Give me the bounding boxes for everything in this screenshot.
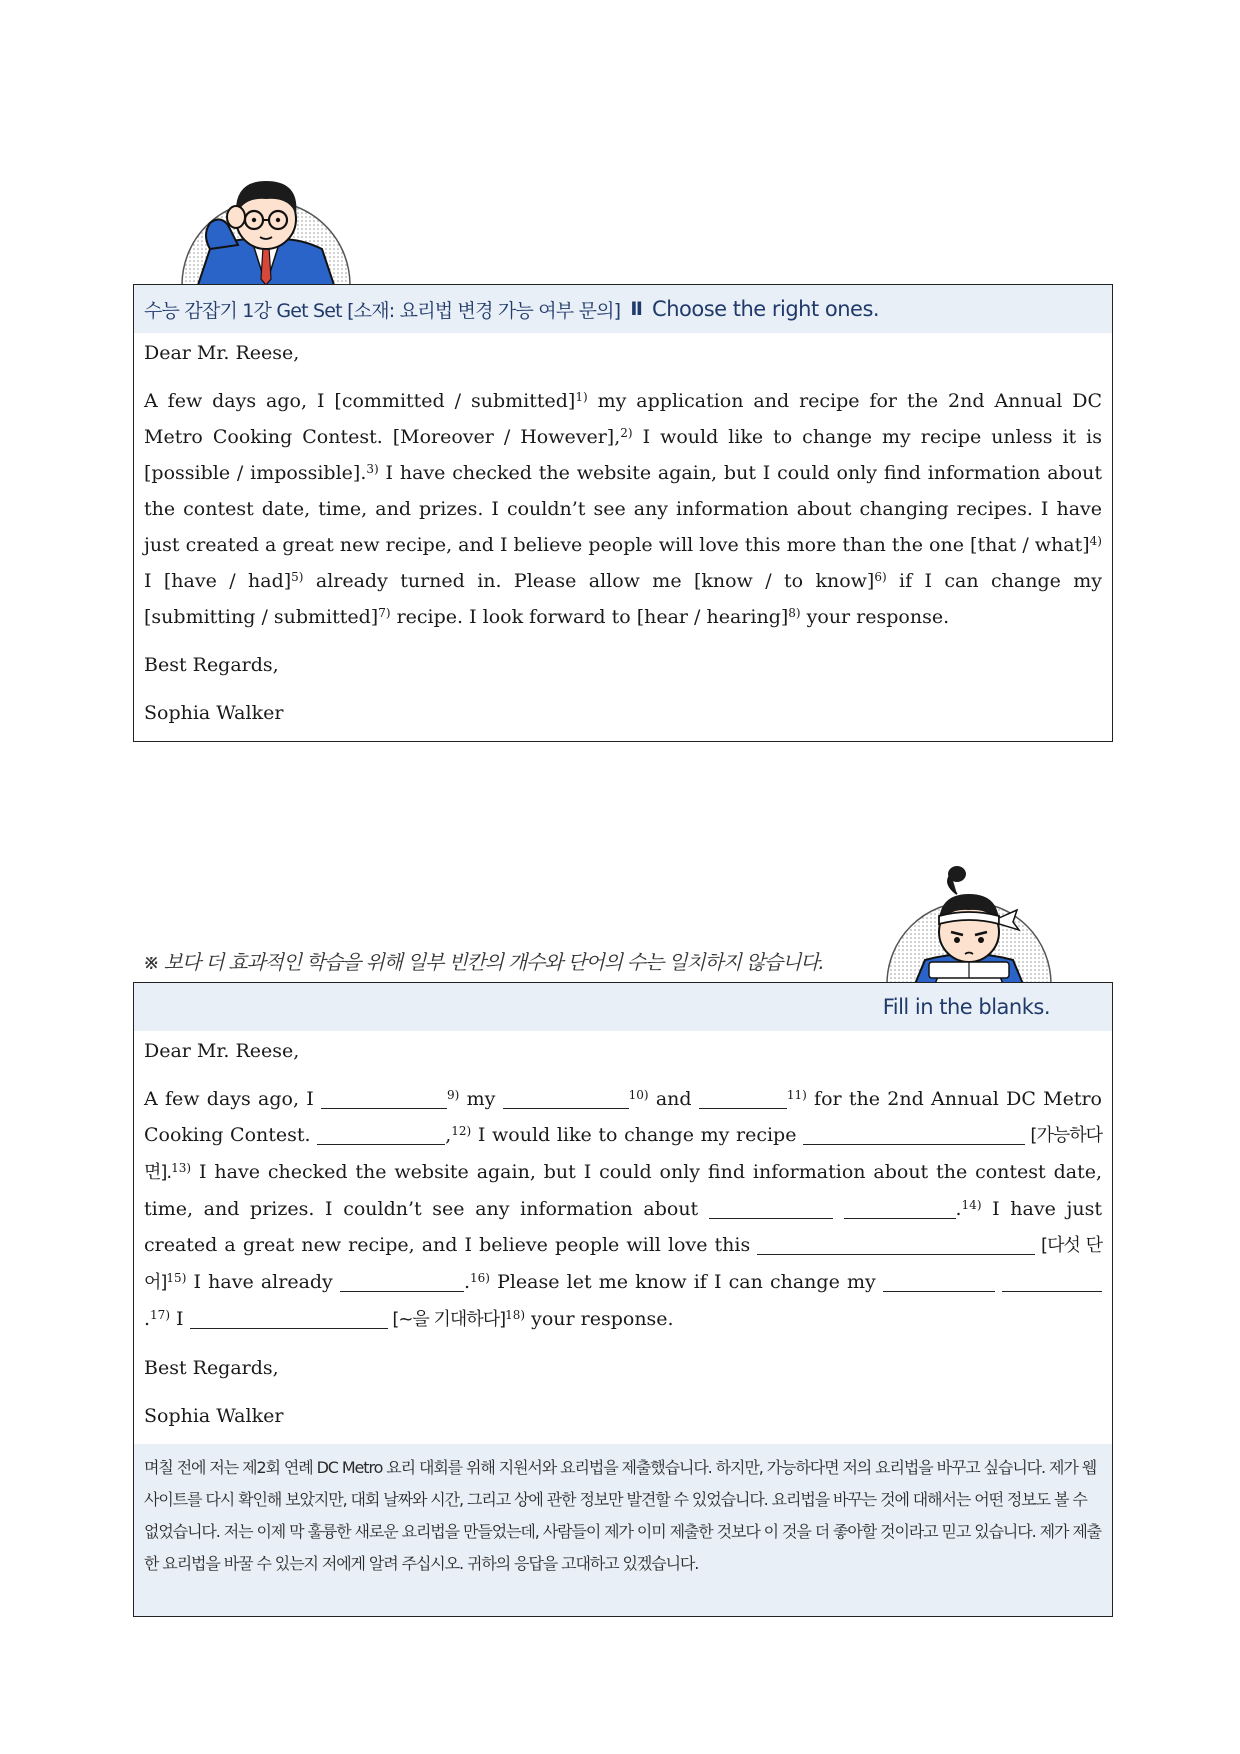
text-segment: if I can change my [submitting / submitted] <box>144 570 1102 628</box>
text-segment: I have checked the website again, but I could only find information about the contest date, time, and prizes. I couldn’t see any information about changing recipes. I have just created a great new recipe, and I believe people will love this more than the one [that / what] <box>144 462 1102 556</box>
question-number: 7) <box>378 606 391 620</box>
question-number: 3) <box>366 462 379 476</box>
signature: Sophia Walker <box>144 702 284 724</box>
closing: Best Regards, <box>144 1357 279 1379</box>
text-segment: , <box>445 1124 452 1146</box>
blank-18[interactable] <box>190 1306 388 1329</box>
text-segment: . <box>144 1308 151 1330</box>
instruction-choose: Choose the right ones. <box>652 297 880 321</box>
question-number: 1) <box>575 390 588 404</box>
closing: Best Regards, <box>144 654 279 676</box>
text-segment: I have checked the website again, but I could only find information about the contest date, time, and prizes. I couldn’t see any information about <box>144 1161 1102 1220</box>
salutation: Dear Mr. Reese, <box>144 342 300 364</box>
blank-10[interactable] <box>503 1086 629 1109</box>
blank-14a[interactable] <box>709 1196 833 1219</box>
question-number: 14) <box>961 1198 982 1212</box>
text-segment: I would like to change my recipe <box>471 1124 804 1146</box>
signature: Sophia Walker <box>144 1405 284 1427</box>
blank-13[interactable] <box>803 1122 1025 1145</box>
text-segment: I <box>170 1308 190 1330</box>
question-number: 9) <box>447 1088 460 1102</box>
text-segment: recipe. I look forward to [hear / hearing] <box>390 606 789 628</box>
letter-body <box>134 1033 1112 1434</box>
question-number: 11) <box>786 1088 807 1102</box>
salutation: Dear Mr. Reese, <box>144 1040 300 1062</box>
student-avatar-icon <box>885 860 1053 984</box>
text-segment: your response. <box>525 1308 674 1330</box>
text-segment: my application and recipe for the 2nd Annual DC Metro Cooking Contest. [Moreover / However], <box>144 390 1102 448</box>
question-number: 18) <box>505 1308 526 1322</box>
question-number: 8) <box>788 606 801 620</box>
letter-paragraph-blanks <box>144 1081 1102 1338</box>
box2-header <box>134 983 1112 1031</box>
blank-15[interactable] <box>757 1232 1035 1255</box>
teacher-avatar-icon <box>180 175 352 285</box>
question-number: 15) <box>166 1271 187 1285</box>
text-segment: your response. <box>800 606 950 628</box>
letter-paragraph <box>144 383 1102 635</box>
header-separator: Ⅱ <box>630 298 643 320</box>
text-segment: . <box>463 1271 470 1293</box>
blank-9[interactable] <box>321 1086 447 1109</box>
question-number: 17) <box>150 1308 170 1322</box>
question-number: 6) <box>874 570 887 584</box>
blank-16[interactable] <box>340 1269 464 1292</box>
text-segment: A few days ago, I [committed / submitted] <box>144 390 576 412</box>
choose-right-ones-box <box>133 284 1113 742</box>
text-segment: already turned in. Please allow me [know / to know] <box>303 570 875 592</box>
box1-header <box>134 285 1112 333</box>
question-number: 2) <box>620 426 633 440</box>
question-number: 4) <box>1089 534 1102 548</box>
instruction-fill: Fill in the blanks. <box>882 995 1050 1019</box>
text-segment: . <box>955 1198 962 1220</box>
text-segment: and <box>648 1088 699 1110</box>
korean-translation: 며칠 전에 저는 제2회 연례 DC Metro 요리 대회를 위해 지원서와 요리법을 제출했습니다. 하지만, 가능하다면 저의 요리법을 바꾸고 싶습니다. 제가 웹사이트를 다시 확인해 보았지만, 대회 날짜와 시간, 그리고 상에 관한 정보만 발견할 수 있었습니다. 요리법을 바꾸는 것에 대해서는 어떤 정보도 볼 수 없었습니다. 저는 이제 막 훌륭한 새로운 요리법을 만들었는데, 사람들이 제가 이미 제출한 것보다 이 것을 더 좋아할 것이라고 믿고 있습니다. 제가 제출한 요리법을 바꿀 수 있는지 저에게 알려 주십시오. 귀하의 응답을 고대하고 있겠습니다. <box>134 1444 1112 1616</box>
text-segment: I have already <box>186 1271 340 1293</box>
text-segment: my <box>459 1088 503 1110</box>
blank-17a[interactable] <box>883 1269 995 1292</box>
text-segment: A few days ago, I <box>144 1088 322 1110</box>
question-number: 12) <box>451 1124 472 1138</box>
question-number: 10) <box>628 1088 649 1102</box>
text-segment: I would like to change my recipe unless it is [possible / impossible]. <box>144 426 1102 484</box>
text-segment: for the 2nd Annual DC Metro Cooking Contest. <box>144 1088 1102 1146</box>
korean-hint: [~을 기대하다] <box>387 1309 506 1330</box>
blank-12[interactable] <box>317 1122 445 1145</box>
fill-in-blanks-box <box>133 982 1113 1617</box>
korean-hint: [다섯 단어] <box>144 1235 1102 1293</box>
letter-body <box>134 335 1112 731</box>
text-segment: Please let me know if I can change my <box>489 1271 883 1293</box>
text-segment: I [have / had] <box>144 570 292 592</box>
blank-11[interactable] <box>699 1086 787 1109</box>
question-number: 16) <box>469 1271 490 1285</box>
lesson-title: 수능 감잡기 1강 Get Set [소재: 요리법 변경 가능 여부 문의] <box>144 299 621 322</box>
question-number: 5) <box>291 570 304 584</box>
text-segment: I have just created a great new recipe, and I believe people will love this <box>144 1198 1103 1256</box>
blank-14b[interactable] <box>844 1196 956 1219</box>
study-note: ※ 보다 더 효과적인 학습을 위해 일부 빈칸의 개수와 단어의 수는 일치하지 않습니다. <box>143 950 824 974</box>
blank-17b[interactable] <box>1002 1269 1102 1292</box>
korean-hint: [가능하다면]. <box>144 1125 1102 1183</box>
question-number: 13) <box>171 1161 192 1175</box>
